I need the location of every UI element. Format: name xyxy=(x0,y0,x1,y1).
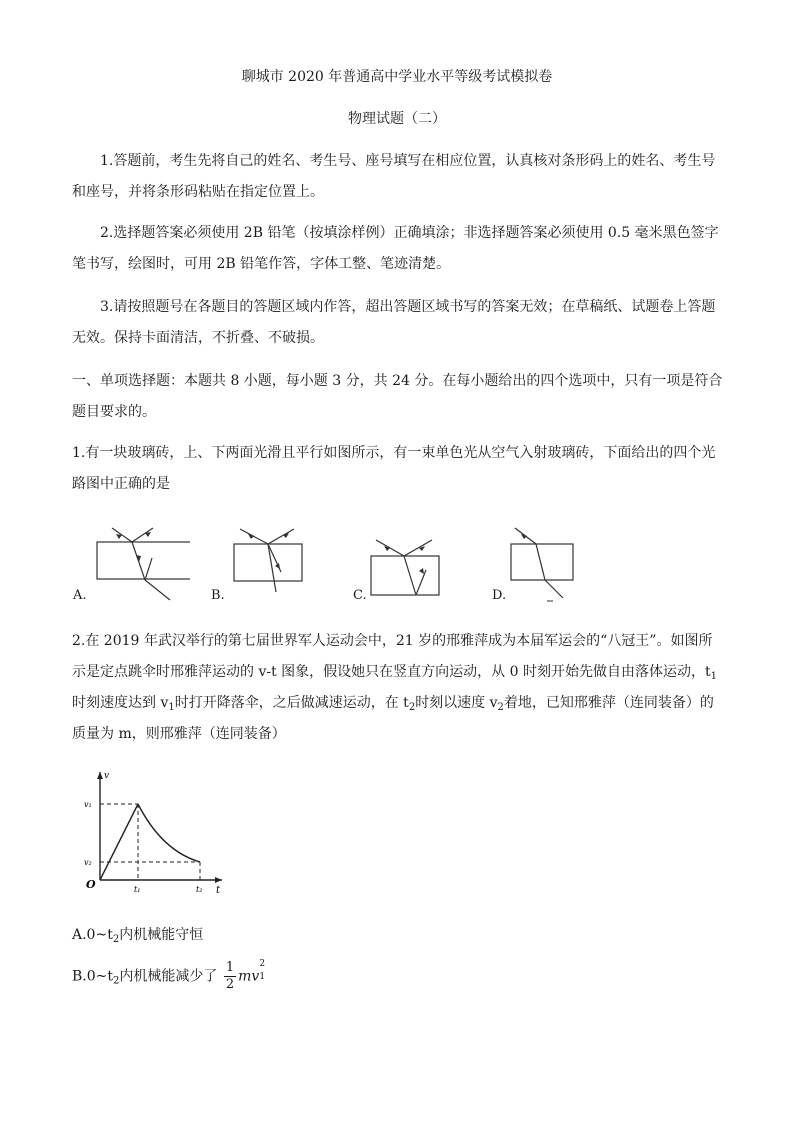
instruction-1: 1.答题前，考生先将自己的姓名、考生号、座号填写在相应位置，认真核对条形码上的姓名、考生号和座号，并将条形码粘贴在指定位置上。 xyxy=(72,153,716,200)
v2-label: v₂ xyxy=(84,858,92,867)
v-axis-label: v xyxy=(104,771,110,781)
option-b-label: B. xyxy=(211,588,225,603)
q1-figure-a xyxy=(70,520,190,612)
t-axis-label: t xyxy=(216,885,221,894)
instruction-2: 2.选择题答案必须使用 2B 铅笔（按填涂样例）正确填涂；非选择题答案必须使用 0.5 毫米黑色签字笔书写，绘图时，可用 2B 铅笔作答，字体工整、笔迹清楚。 xyxy=(72,225,719,272)
vt-graph xyxy=(82,766,232,894)
ray-diagram-d xyxy=(489,520,609,612)
origin-label: O xyxy=(86,878,96,891)
sub-sup: 2 1 xyxy=(259,958,266,982)
instruction-3: 3.请按照题号在各题目的答题区域内作答，超出答题区域书写的答案无效；在草稿纸、试题卷上答题无效。保持卡面清洁，不折叠、不破损。 xyxy=(72,299,716,346)
question-1-stem: 1.有一块玻璃砖，上、下两面光滑且平行如图所示，有一束单色光从空气入射玻璃砖，下面给出的四个光路图中正确的是 xyxy=(72,445,716,492)
ray-diagram-a xyxy=(70,520,190,612)
option-b: $B.0\sim t_2$内机械能减少了 $\frac{1}{2}$ mv 2 1 xyxy=(72,960,267,993)
q1-figure-d xyxy=(489,520,609,612)
q1-figure-c xyxy=(350,520,470,612)
q1-figure-b xyxy=(208,520,328,612)
t2-label: t₂ xyxy=(196,885,203,894)
vt-graph-svg xyxy=(82,766,232,894)
q1-figures xyxy=(70,520,590,612)
ray-diagram-b xyxy=(208,520,328,612)
question-2-stem: 2.在 2019 年武汉举行的第七届世界军人运动会中，21 岁的邢雅萍成为本届军运会的“八冠王”。如图所示是定点跳伞时邢雅萍运动的 v-t 图象，假设她只在竖直方向运动，从 0 时刻开始先做自由落体运动，$t_1$时刻速度达到 $v_1$时打开降落伞，之后做减速运动，在 $t_2$时刻以速度 $v_2$着地，已知邢雅萍（连同装备）的质量为 m，则邢雅萍（连同装备） xyxy=(72,633,717,742)
section-heading: 一、单项选择题：本题共 8 小题，每小题 3 分，共 24 分。在每小题给出的四个选项中，只有一项是符合题目要求的。 xyxy=(72,373,723,420)
ray-diagram-c xyxy=(350,520,470,612)
exam-title: 聊城市 2020 年普通高中学业水平等级考试模拟卷 xyxy=(241,69,553,85)
v1-label: v₁ xyxy=(84,800,92,809)
option-d-label: D. xyxy=(492,588,507,603)
fraction-half: $\frac{1}{2}$ xyxy=(225,960,235,992)
exam-subtitle: 物理试题（二） xyxy=(348,111,446,127)
t1-label: t₁ xyxy=(134,885,141,894)
option-c-label: C. xyxy=(353,588,367,603)
option-a: $A.0\sim t_2$内机械能守恒 xyxy=(72,927,204,945)
option-a-label: A. xyxy=(73,588,87,603)
